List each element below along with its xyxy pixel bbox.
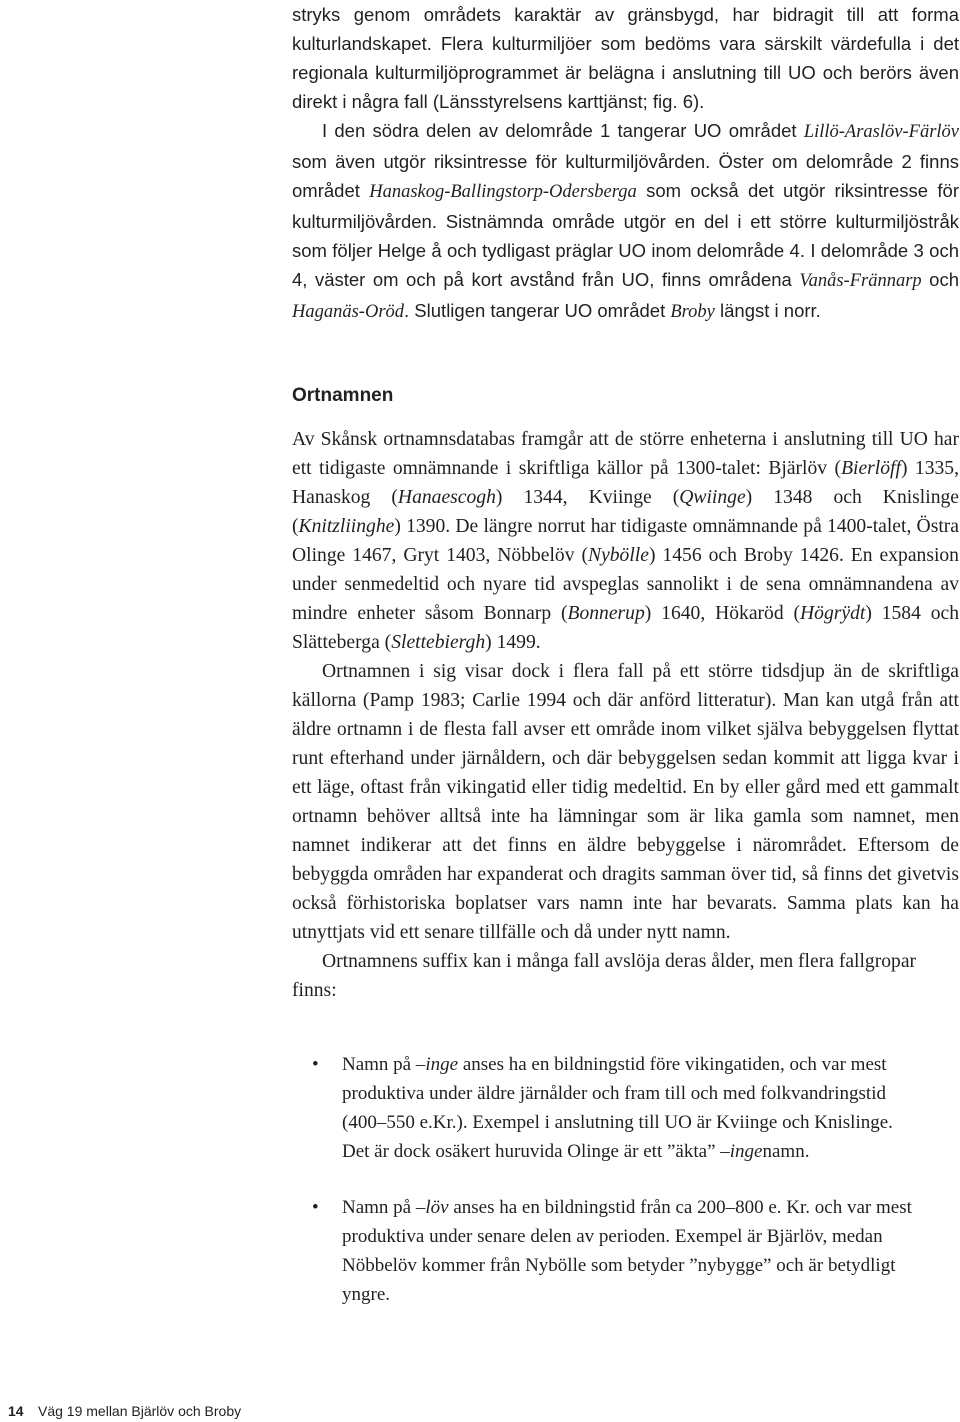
bullet-icon: •: [312, 1197, 319, 1218]
bullet-icon: •: [312, 1054, 319, 1075]
section-heading: Ortnamnen: [292, 385, 394, 406]
place-name: Broby: [670, 302, 715, 322]
body-paragraph-3: Ortnamnens suffix kan i många fall avslöja deras ålder, men flera fallgropar finns:: [292, 951, 917, 1001]
place-name: Hanaskog-Ballingstorp-Odersberga: [369, 182, 637, 202]
list-item: • Namn på –inge anses ha en bildningstid före vikingatiden, och var mest produktiva under äldre järnålder och fram till och med folkvandringstid (400–550 e.Kr.). Exempel i anslutning till UO är Kviinge och Knislinge. Det är dock osäkert huruvida Olinge är ett ”äkta” –ingenamn.: [292, 1050, 922, 1166]
place-name: Lillö-Araslöv-Färlöv: [803, 122, 959, 142]
suffix-bullet-list: [292, 1050, 932, 1309]
intro-block: [292, 0, 959, 327]
page-footer: [0, 1400, 260, 1422]
body-paragraph-1: Av Skånsk ortnamnsdatabas framgår att de större enheterna i anslutning till UO har ett tidigaste omnämnande i skriftliga källor på 1300-talet: Bjärlöv (Bierlöff) 1335, Hanaskog (Hanaescogh) 1344, Kviinge (Qwiinge) 1348 och Knislinge (Knitzliinghe) 1390. De längre norrut har tidigaste omnämnande på 1400-talet, Östra Olinge 1467, Gryt 1403, Nöbbelöv (Nybölle) 1456 och Broby 1426. En expansion under senmedeltid och nyare tid avspeglas sannolikt i de sena omnämnandena av mindre enheter såsom Bonnarp (Bonnerup) 1640, Hökaröd (Högrÿdt) 1584 och Slätteberga (Slettebiergh) 1499.: [292, 429, 960, 653]
document-title: Väg 19 mellan Bjärlöv och Broby: [38, 1403, 242, 1419]
body-paragraph-2: Ortnamnen i sig visar dock i flera fall på ett större tidsdjup än de skriftliga källorna (Pamp 1983; Carlie 1994 och där anförd litteratur). Man kan utgå från att äldre ortnamn i de flesta fall avser ett område inom vilket själva bebyggelsen flyttat runt efterhand under järnåldern, och där bebyggelsen sedan kommit att ligga kvar i ett läge, oftast från vikingatid eller tidig medeltid. En by eller gård med ett gammalt ortnamn behöver alltså inte ha lämningar som är lika gamla som namnet, men namnet indikerar att det finns en äldre bebyggelse i närområdet. Eftersom de bebyggda områden har expanderat och dragits samman över tid, så finns det givetvis också förhistoriska boplatser vars namn inte har bevarats. Samma plats kan ha utnyttjats vid ett senare tillfälle och då under nytt namn.: [292, 661, 959, 943]
page-number: 14: [8, 1403, 24, 1419]
list-item: • Namn på –löv anses ha en bildningstid från ca 200–800 e. Kr. och var mest produktiva under senare delen av perioden. Exempel är Bjärlöv, medan Nöbbelöv kommer från Nybölle som betyder ”nybygge” och är betydligt yngre.: [292, 1193, 922, 1309]
place-name: Haganäs-Oröd: [292, 302, 405, 322]
section-heading-block: [292, 383, 959, 409]
intro-paragraph: stryks genom områdets karaktär av gränsbygd, har bidragit till att forma kulturlandskapet. Flera kulturmiljöer som bedöms vara särskilt värdefulla i det regionala kulturmiljöprogrammet är belägna i anslutning till UO och berörs även direkt i några fall (Länsstyrelsens karttjänst; fig. 6).: [292, 4, 959, 112]
section-body: [292, 425, 959, 1005]
place-name: Vanås-Frännarp: [799, 271, 922, 291]
riksintresse-paragraph: I den södra delen av delområde 1 tangerar UO området Lillö-Araslöv-Färlöv som även utgör riksintresse för kulturmiljövården. Öster om delområde 2 finns området Hanaskog-Ballingstorp-Odersberga som också det utgör riksintresse för kulturmiljövården. Sistnämnda område utgör en del i ett större kulturmiljöstråk som följer Helge å och tydligast präglar UO inom delområde 4. I delområde 3 och 4, väster om och på kort avstånd från UO, finns områdena Vanås-Frännarp och Haganäs-Oröd. Slutligen tangerar UO området Broby längst i norr.: [292, 120, 959, 322]
bullet-list-block: [292, 1050, 932, 1309]
